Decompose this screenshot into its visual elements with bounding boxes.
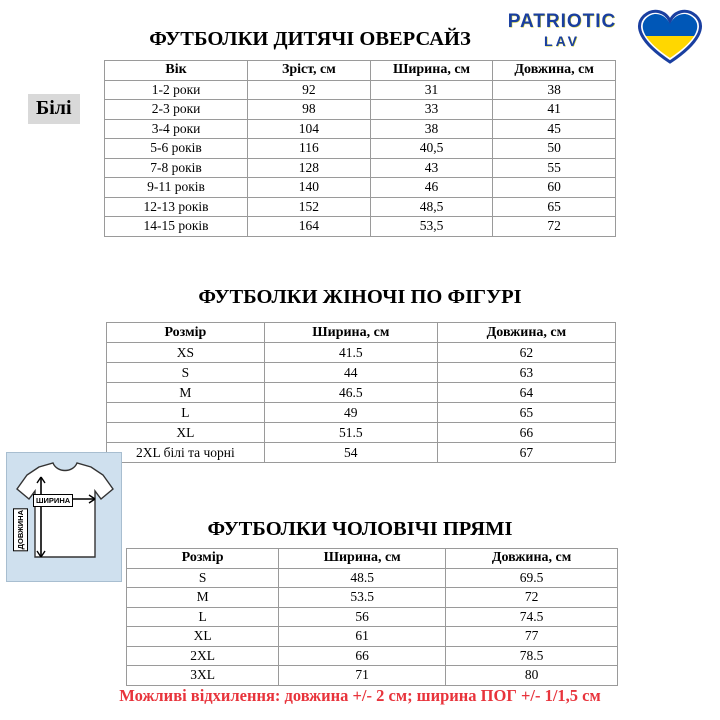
cell-height: 98 bbox=[248, 100, 371, 120]
kids-header-height: Зріст, см bbox=[248, 61, 371, 81]
cell-length: 72 bbox=[493, 217, 616, 237]
cell-length: 41 bbox=[493, 100, 616, 120]
cell-height: 104 bbox=[248, 119, 371, 139]
cell-width: 61 bbox=[279, 627, 446, 647]
cell-length: 80 bbox=[446, 666, 618, 686]
cell-width: 51.5 bbox=[264, 423, 437, 443]
table-row bbox=[127, 646, 618, 666]
cell-length: 64 bbox=[437, 383, 615, 403]
cell-length: 66 bbox=[437, 423, 615, 443]
cell-length: 77 bbox=[446, 627, 618, 647]
tshirt-length-label: ДОВЖИНА bbox=[13, 508, 28, 551]
cell-age: 5-6 років bbox=[105, 139, 248, 159]
kids-section-title: ФУТБОЛКИ ДИТЯЧІ ОВЕРСАЙЗ bbox=[149, 28, 471, 50]
cell-width: 49 bbox=[264, 403, 437, 423]
cell-height: 92 bbox=[248, 80, 371, 100]
cell-width: 43 bbox=[370, 158, 493, 178]
table-row bbox=[107, 363, 616, 383]
cell-height: 140 bbox=[248, 178, 371, 198]
table-row bbox=[105, 119, 616, 139]
table-header-row bbox=[107, 323, 616, 343]
table-header-row bbox=[127, 549, 618, 569]
women-section-title: ФУТБОЛКИ ЖІНОЧІ ПО ФІГУРІ bbox=[198, 286, 522, 308]
brand-name-sub: LAV bbox=[544, 33, 580, 49]
cell-size: 3XL bbox=[127, 666, 279, 686]
table-row bbox=[105, 178, 616, 198]
cell-length: 65 bbox=[493, 197, 616, 217]
cell-height: 128 bbox=[248, 158, 371, 178]
cell-height: 164 bbox=[248, 217, 371, 237]
cell-height: 152 bbox=[248, 197, 371, 217]
cell-size: S bbox=[127, 568, 279, 588]
men-size-table bbox=[126, 548, 618, 686]
table-row bbox=[127, 588, 618, 608]
cell-size: 2XL білі та чорні bbox=[107, 443, 265, 463]
heart-flag-icon bbox=[632, 8, 708, 64]
cell-width: 31 bbox=[370, 80, 493, 100]
men-header-length: Довжина, см bbox=[446, 549, 618, 569]
cell-length: 67 bbox=[437, 443, 615, 463]
cell-width: 48.5 bbox=[279, 568, 446, 588]
table-row bbox=[127, 627, 618, 647]
cell-length: 69.5 bbox=[446, 568, 618, 588]
cell-width: 56 bbox=[279, 607, 446, 627]
cell-length: 45 bbox=[493, 119, 616, 139]
table-row bbox=[105, 158, 616, 178]
cell-size: M bbox=[107, 383, 265, 403]
table-row bbox=[127, 607, 618, 627]
women-header-width: Ширина, см bbox=[264, 323, 437, 343]
table-row bbox=[105, 217, 616, 237]
cell-width: 66 bbox=[279, 646, 446, 666]
table-row bbox=[107, 403, 616, 423]
table-header-row bbox=[105, 61, 616, 81]
cell-size: L bbox=[107, 403, 265, 423]
tolerance-note: Можливі відхилення: довжина +/- 2 см; ширина ПОГ +/- 1/1,5 см bbox=[119, 686, 601, 705]
cell-length: 78.5 bbox=[446, 646, 618, 666]
cell-size: S bbox=[107, 363, 265, 383]
cell-age: 2-3 роки bbox=[105, 100, 248, 120]
cell-length: 55 bbox=[493, 158, 616, 178]
cell-width: 46.5 bbox=[264, 383, 437, 403]
kids-size-table bbox=[104, 60, 616, 237]
cell-width: 40,5 bbox=[370, 139, 493, 159]
men-header-width: Ширина, см bbox=[279, 549, 446, 569]
white-color-badge: Білі bbox=[28, 94, 80, 124]
cell-length: 65 bbox=[437, 403, 615, 423]
cell-width: 41.5 bbox=[264, 343, 437, 363]
table-row bbox=[105, 80, 616, 100]
cell-width: 53.5 bbox=[279, 588, 446, 608]
cell-length: 62 bbox=[437, 343, 615, 363]
table-row bbox=[107, 383, 616, 403]
men-section-title: ФУТБОЛКИ ЧОЛОВІЧІ ПРЯМІ bbox=[207, 518, 513, 540]
cell-height: 116 bbox=[248, 139, 371, 159]
cell-width: 48,5 bbox=[370, 197, 493, 217]
table-row bbox=[107, 343, 616, 363]
table-row bbox=[107, 423, 616, 443]
table-row bbox=[107, 443, 616, 463]
cell-width: 38 bbox=[370, 119, 493, 139]
cell-length: 63 bbox=[437, 363, 615, 383]
cell-length: 38 bbox=[493, 80, 616, 100]
cell-age: 3-4 роки bbox=[105, 119, 248, 139]
cell-age: 7-8 років bbox=[105, 158, 248, 178]
kids-header-length: Довжина, см bbox=[493, 61, 616, 81]
brand-name-main: PATRIOTIC bbox=[507, 11, 617, 32]
cell-size: L bbox=[127, 607, 279, 627]
cell-width: 54 bbox=[264, 443, 437, 463]
cell-length: 72 bbox=[446, 588, 618, 608]
cell-width: 46 bbox=[370, 178, 493, 198]
kids-header-width: Ширина, см bbox=[370, 61, 493, 81]
cell-length: 50 bbox=[493, 139, 616, 159]
women-header-length: Довжина, см bbox=[437, 323, 615, 343]
cell-width: 53,5 bbox=[370, 217, 493, 237]
table-row bbox=[105, 197, 616, 217]
men-header-size: Розмір bbox=[127, 549, 279, 569]
cell-size: M bbox=[127, 588, 279, 608]
table-row bbox=[105, 139, 616, 159]
cell-length: 74.5 bbox=[446, 607, 618, 627]
cell-size: XL bbox=[107, 423, 265, 443]
tshirt-width-label: ШИРИНА bbox=[33, 494, 73, 507]
cell-width: 71 bbox=[279, 666, 446, 686]
cell-width: 44 bbox=[264, 363, 437, 383]
table-row bbox=[127, 666, 618, 686]
cell-age: 12-13 років bbox=[105, 197, 248, 217]
kids-header-age: Вік bbox=[105, 61, 248, 81]
cell-width: 33 bbox=[370, 100, 493, 120]
cell-size: XS bbox=[107, 343, 265, 363]
cell-age: 14-15 років bbox=[105, 217, 248, 237]
cell-age: 9-11 років bbox=[105, 178, 248, 198]
cell-age: 1-2 роки bbox=[105, 80, 248, 100]
table-row bbox=[105, 100, 616, 120]
tshirt-measure-icon bbox=[6, 452, 122, 582]
cell-size: 2XL bbox=[127, 646, 279, 666]
women-size-table bbox=[106, 322, 616, 463]
cell-length: 60 bbox=[493, 178, 616, 198]
women-header-size: Розмір bbox=[107, 323, 265, 343]
cell-size: XL bbox=[127, 627, 279, 647]
table-row bbox=[127, 568, 618, 588]
